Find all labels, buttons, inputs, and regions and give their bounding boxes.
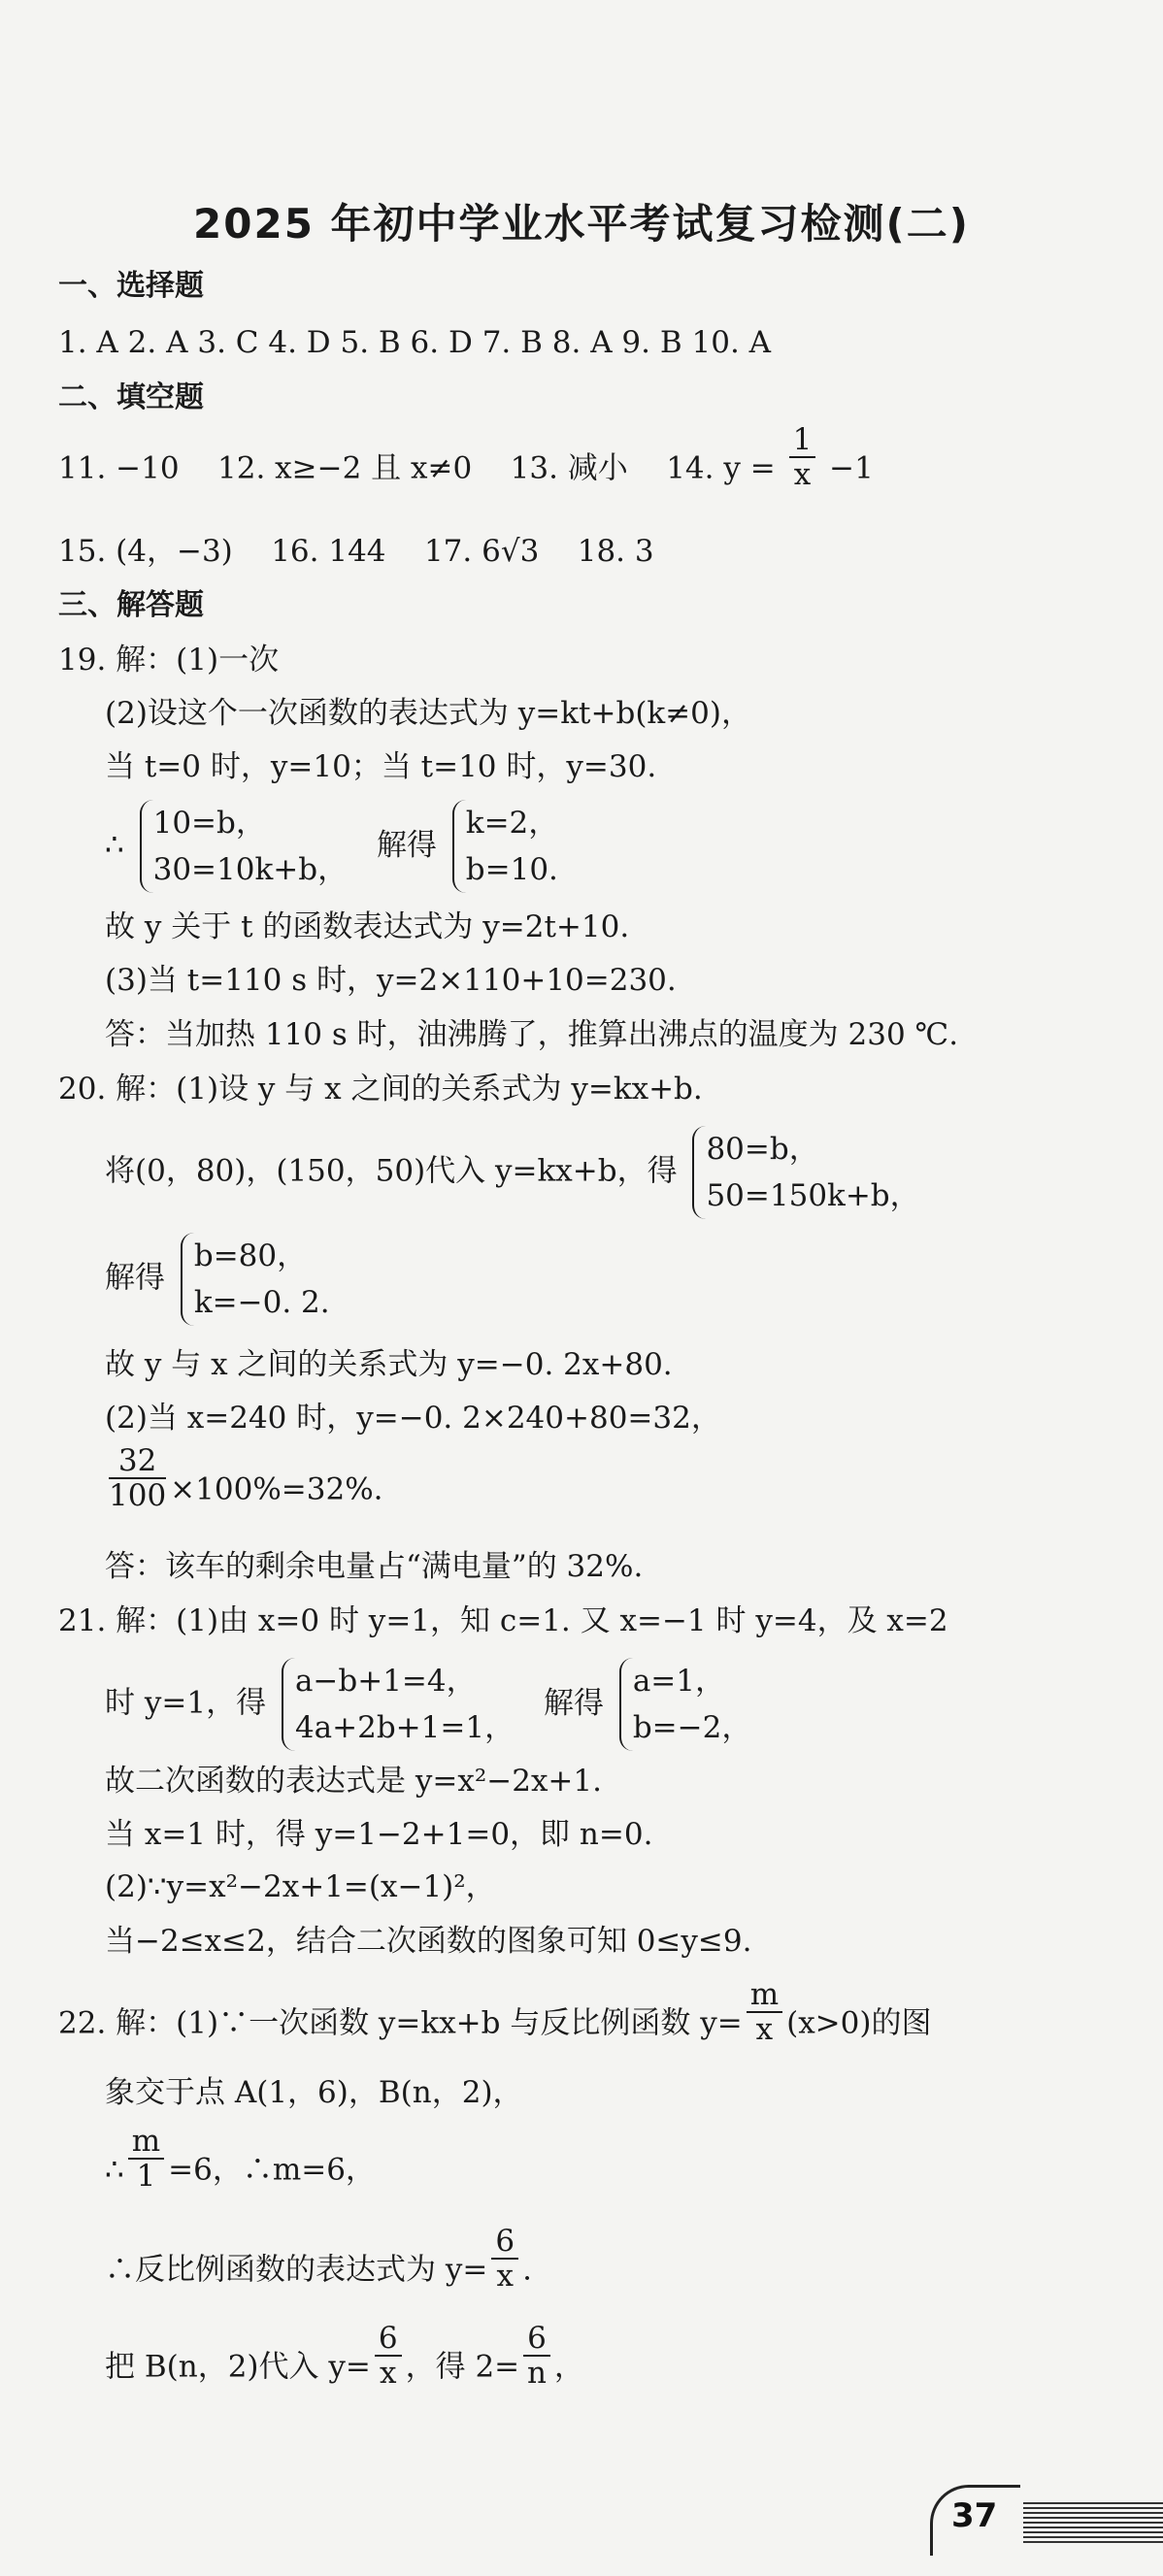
- q21-line-1: 21. 解：(1)由 x=0 时 y=1，知 c=1. 又 x=−1 时 y=4，及 x=2: [58, 1603, 948, 1638]
- answer-17: 17. 6√3: [423, 534, 540, 569]
- answer-18: 18. 3: [577, 534, 654, 569]
- q22-line-2: 象交于点 A(1，6)，B(n，2)，: [105, 2075, 523, 2110]
- q22-line-5: 把 B(n，2)代入 y= $\frac{6}{x}$ ，得 2= $\frac{6}{n}$ ，: [105, 2321, 584, 2391]
- answer-12: 12. x≥−2 且 x≠0: [217, 450, 473, 486]
- fill-row-2: [58, 532, 654, 571]
- answer-16: 16. 144: [271, 534, 386, 569]
- q21-line-2: 时 y=1，得 a−b+1=4， 4a+2b+1=1， 解得 a=1， b=−2，: [105, 1658, 751, 1751]
- q19-line-6: (3)当 t=110 s 时，y=2×110+10=230.: [105, 963, 677, 998]
- equation-system: a−b+1=4， 4a+2b+1=1，: [282, 1658, 515, 1751]
- solution-system: k=2， b=10.: [452, 800, 558, 893]
- q21-line-5: (2)∵y=x²−2x+1=(x−1)²，: [105, 1869, 496, 1904]
- stripes-decoration: [1023, 2502, 1163, 2545]
- fraction: $\frac{6}{x}$: [375, 2322, 402, 2390]
- q19-line-1: 19. 解：(1)一次: [58, 643, 280, 677]
- q20-line-6: $\frac{32}{100}$ ×100%=32%.: [109, 1443, 383, 1513]
- q21-line-3: 故二次函数的表达式是 y=x²−2x+1.: [105, 1764, 602, 1799]
- answer-14: 14. y =: [666, 450, 776, 486]
- q22-line-1: 22. 解：(1)∵一次函数 y=kx+b 与反比例函数 y= $\frac{m}{x}$ (x>0)的图: [58, 1977, 932, 2047]
- choice-answers: 1. A 2. A 3. C 4. D 5. B 6. D 7. B 8. A 9. B 10. A: [58, 325, 772, 360]
- fill-row-1: 11. −10 12. x≥−2 且 x≠0 13. 减小 14. y = $\frac{1}{x}$ −1: [58, 422, 874, 492]
- section-choice: 一、选择题: [58, 269, 204, 303]
- answer-11: 11. −10: [58, 450, 180, 486]
- q20-line-3: 解得 b=80， k=−0. 2.: [105, 1233, 330, 1326]
- page-number: 37: [951, 2496, 998, 2535]
- fraction: $\frac{6}{n}$: [523, 2322, 550, 2390]
- q20-line-1: 20. 解：(1)设 y 与 x 之间的关系式为 y=kx+b.: [58, 1072, 703, 1106]
- q20-line-2: 将(0，80)，(150，50)代入 y=kx+b，得 80=b， 50=150k+b，: [105, 1126, 920, 1219]
- q21-line-4: 当 x=1 时，得 y=1−2+1=0，即 n=0.: [105, 1817, 653, 1852]
- q20-line-5: (2)当 x=240 时，y=−0. 2×240+80=32，: [105, 1401, 721, 1436]
- fraction: $\frac{m}{1}$: [128, 2125, 164, 2193]
- q19-line-7: 答：当加热 110 s 时，油沸腾了，推算出沸点的温度为 230 ℃.: [105, 1017, 959, 1052]
- q19-line-3: 当 t=0 时，y=10；当 t=10 时，y=30.: [105, 749, 657, 784]
- fraction: $\frac{32}{100}$: [109, 1443, 167, 1513]
- solution-system: b=80， k=−0. 2.: [181, 1233, 330, 1326]
- q19-line-5: 故 y 关于 t 的函数表达式为 y=2t+10.: [105, 909, 630, 944]
- fraction: $\frac{6}{x}$: [491, 2225, 518, 2293]
- page-footer: [930, 2485, 1163, 2562]
- section-solve: 三、解答题: [58, 588, 204, 622]
- fraction: $\frac{m}{x}$: [747, 1978, 782, 2046]
- section-fill: 二、填空题: [58, 380, 204, 414]
- page-title: 2025 年初中学业水平考试复习检测(二): [193, 200, 970, 248]
- equation-system: 10=b， 30=10k+b，: [140, 800, 348, 893]
- answer-13: 13. 减小: [510, 450, 628, 486]
- fraction: $\frac{1}{x}$: [789, 423, 816, 491]
- q21-line-6: 当−2≤x≤2，结合二次函数的图象可知 0≤y≤9.: [105, 1924, 752, 1959]
- equation-system: 80=b， 50=150k+b，: [692, 1126, 919, 1219]
- q20-line-7: 答：该车的剩余电量占“满电量”的 32%.: [105, 1549, 644, 1584]
- q22-line-4: ∴反比例函数的表达式为 y= $\frac{6}{x}$ .: [105, 2224, 532, 2294]
- solution-system: a=1， b=−2，: [619, 1658, 752, 1751]
- answer-15: 15. (4，−3): [58, 534, 233, 569]
- q20-line-4: 故 y 与 x 之间的关系式为 y=−0. 2x+80.: [105, 1347, 673, 1382]
- q19-system-line: ∴ 10=b， 30=10k+b， 解得 k=2， b=10.: [105, 800, 558, 893]
- q19-line-2: (2)设这个一次函数的表达式为 y=kt+b(k≠0)，: [105, 696, 751, 731]
- q22-line-3: ∴ $\frac{m}{1}$ =6，∴m=6，: [105, 2124, 376, 2194]
